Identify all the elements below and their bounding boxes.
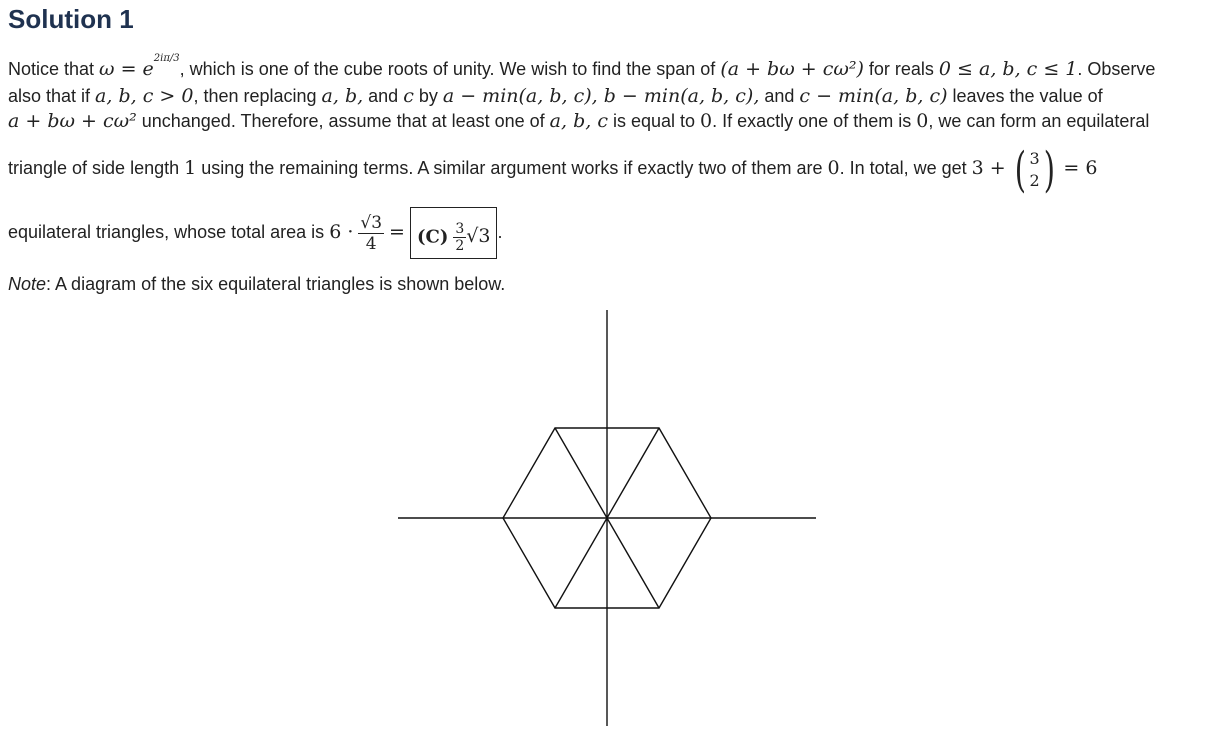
text: using the remaining terms. A similar argument works if exactly two of them are (196, 158, 828, 178)
math-zero: 0 (827, 157, 840, 179)
math-equals-six: = 6 (1063, 157, 1098, 179)
text: for reals (863, 59, 939, 79)
binomial-coefficient: ( 3 2 ) (1014, 141, 1055, 198)
math-expression: (a + bω + cω²) (720, 58, 864, 80)
note-text: : A diagram of the six equilateral triangles is shown below. (46, 274, 506, 294)
math-expression: a + bω + cω² (8, 110, 137, 132)
math-six-dot: 6 · (329, 221, 354, 243)
math-equals: = (389, 221, 405, 243)
fraction-numerator: √3 (360, 212, 383, 233)
math-exponent: 2iπ/3 (153, 53, 180, 64)
text: is equal to (607, 111, 701, 131)
math-zero: 0 (700, 110, 713, 132)
math-vars: a, b, (321, 85, 364, 107)
text: , we can form an equilateral (928, 111, 1150, 131)
fraction-denominator: 4 (365, 233, 377, 254)
binom-bottom: 2 (1029, 170, 1040, 190)
math-replacement-c: c − min(a, b, c) (799, 85, 948, 107)
math-inequality: 0 ≤ a, b, c ≤ 1 (938, 58, 1078, 80)
answer-numerator: 3 (455, 221, 465, 237)
text: unchanged. Therefore, assume that at least one of (136, 111, 550, 131)
math-omega-definition: ω = e (99, 58, 154, 80)
answer-denominator: 2 (455, 238, 465, 254)
text: . If exactly one of them is (712, 111, 917, 131)
math-one: 1 (184, 157, 197, 179)
text: triangle of side length (8, 158, 185, 178)
note-label: Note (8, 274, 47, 294)
text: . Observe (1077, 59, 1156, 79)
text: also that if (8, 86, 96, 106)
math-zero: 0 (916, 110, 929, 132)
text: equilateral triangles, whose total area is (8, 222, 330, 242)
binom-top: 3 (1029, 148, 1040, 168)
text: and (363, 86, 404, 106)
math-replacements: a − min(a, b, c), b − min(a, b, c), (442, 85, 760, 107)
text: , which is one of the cube roots of unity. We wish to find the span of (179, 59, 721, 79)
text: . In total, we get (839, 158, 972, 178)
answer-root: √3 (466, 225, 491, 248)
text: and (759, 86, 800, 106)
math-var-c: c (403, 85, 414, 107)
solution-title: Solution 1 (8, 4, 134, 34)
text: leaves the value of (947, 86, 1103, 106)
text: . (497, 222, 503, 242)
answer-label: (C) (416, 226, 449, 248)
math-three-plus: 3 + (971, 157, 1006, 179)
text: by (413, 86, 443, 106)
math-condition: a, b, c > 0 (95, 85, 194, 107)
math-vars: a, b, c (549, 110, 608, 132)
text: , then replacing (193, 86, 322, 106)
text: Notice that (8, 59, 100, 79)
